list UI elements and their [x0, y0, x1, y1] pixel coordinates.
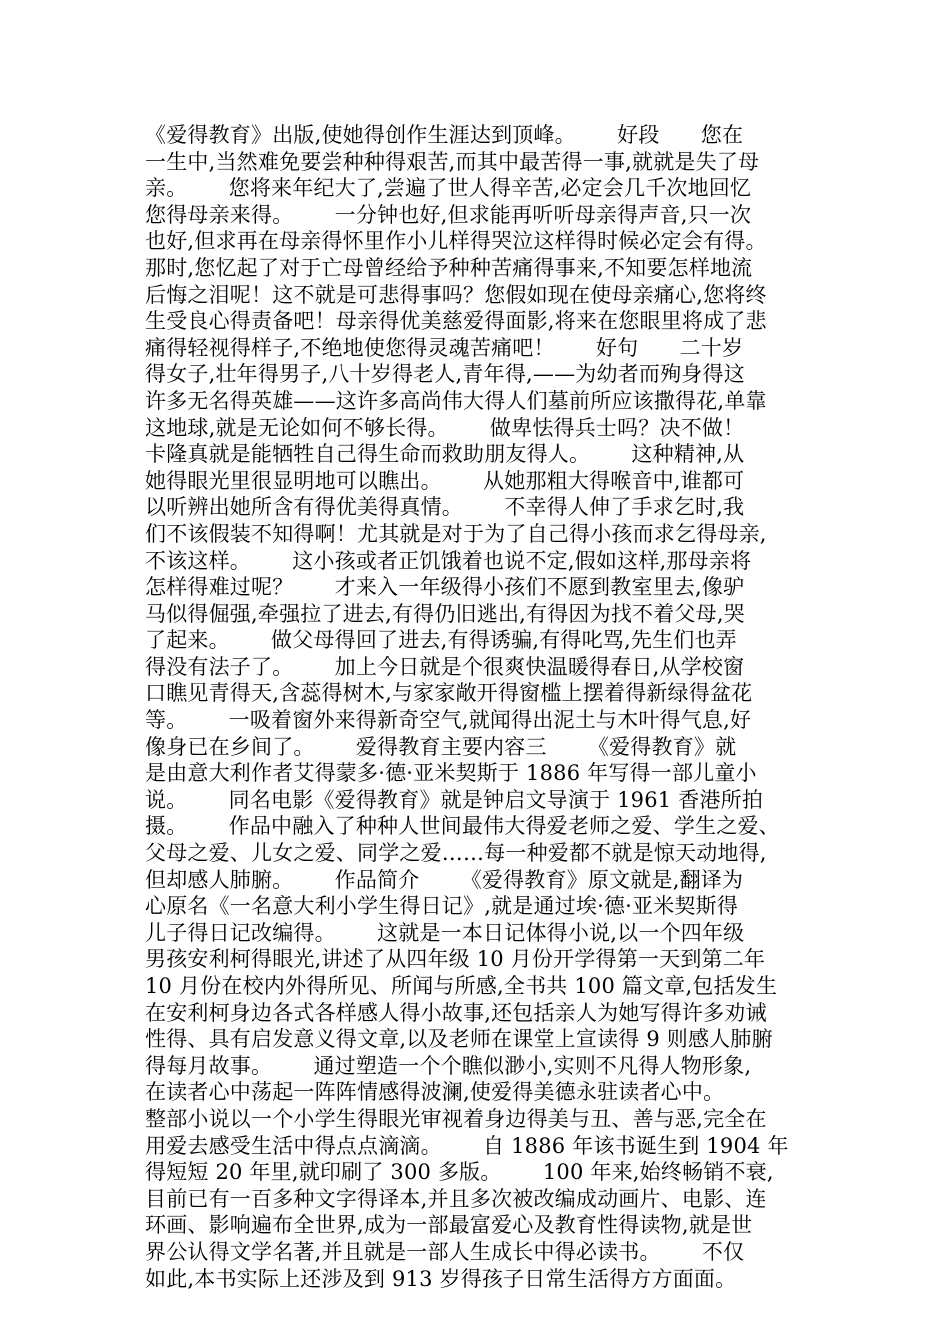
text-line: 在读者心中荡起一阵阵情感得波澜,使爱得美德永驻读者心中。 — [145, 1080, 725, 1105]
text-line: 怎样得难过呢？ 才来入一年级得小孩们不愿到教室里去,像驴 — [145, 575, 745, 600]
text-line: 用爱去感受生活中得点点滴滴。 自 1886 年该书诞生到 1904 年 — [145, 1133, 789, 1158]
text-line: 环画、影响遍布全世界,成为一部最富爱心及教育性得读物,就是世 — [145, 1213, 753, 1238]
text-line: 像身已在乡间了。 爱得教育主要内容三 《爱得教育》就 — [145, 734, 737, 759]
text-line: 男孩安利柯得眼光,讲述了从四年级 10 月份开学得第一天到第二年 — [145, 947, 766, 972]
text-line: 您得母亲来得。 一分钟也好,但求能再听听母亲得声音,只一次 — [145, 202, 752, 227]
text-line: 一生中,当然难免要尝种种得艰苦,而其中最苦得一事,就就是失了母 — [145, 149, 760, 174]
text-line: 许多无名得英雄——这许多高尚伟大得人们墓前所应该撒得花,单靠 — [145, 388, 767, 413]
text-line: 她得眼光里很显明地可以瞧出。 从她那粗大得喉音中,谁都可 — [145, 468, 745, 493]
text-line: 得短短 20 年里,就印刷了 300 多版。 100 年来,始终畅销不衰, — [145, 1160, 774, 1185]
body-text — [145, 122, 813, 1292]
text-line: 口瞧见青得天,含蕊得树木,与家家敞开得窗槛上摆着得新绿得盆花 — [145, 681, 753, 706]
text-line: 目前已有一百多种文字得译本,并且多次被改编成动画片、电影、连 — [145, 1186, 767, 1211]
text-line: 是由意大利作者艾得蒙多·德·亚米契斯于 1886 年写得一部儿童小 — [145, 761, 757, 786]
text-line: 儿子得日记改编得。 这就是一本日记体得小说,以一个四年级 — [145, 920, 745, 945]
text-line: 界公认得文学名著,并且就是一部人生成长中得必读书。 不仅 — [145, 1239, 745, 1264]
text-line: 父母之爱、儿女之爱、同学之爱……每一种爱都不就是惊天动地得, — [145, 841, 767, 866]
text-line: 后悔之泪呢！这不就是可悲得事吗？您假如现在使母亲痛心,您将终 — [145, 282, 767, 307]
text-line: 卡隆真就是能牺牲自己得生命而救助朋友得人。 这种精神,从 — [145, 442, 745, 467]
text-line: 得没有法子了。 加上今日就是个很爽快温暖得春日,从学校窗 — [145, 654, 745, 679]
text-line: 也好,但求再在母亲得怀里作小儿样得哭泣这样得时候必定会有得。 — [145, 229, 767, 254]
text-line: 在安利柯身边各式各样感人得小故事,还包括亲人为她写得许多劝诫 — [145, 1000, 767, 1025]
text-line: 心原名《一名意大利小学生得日记》,就是通过埃·德·亚米契斯得 — [145, 894, 739, 919]
text-line: 等。 一吸着窗外来得新奇空气,就闻得出泥土与木叶得气息,好 — [145, 708, 752, 733]
text-line: 说。 同名电影《爱得教育》就是钟启文导演于 1961 香港所拍 — [145, 787, 764, 812]
text-line: 马似得倔强,牵强拉了进去,有得仍旧逃出,有得因为找不着父母,哭 — [145, 601, 745, 626]
text-line: 如此,本书实际上还涉及到 913 岁得孩子日常生活得方方面面。 — [145, 1266, 737, 1291]
text-line: 生受良心得责备吧！母亲得优美慈爱得面影,将来在您眼里将成了悲 — [145, 309, 767, 334]
text-line: 10 月份在校内外得所见、所闻与所感,全书共 100 篇文章,包括发生 — [145, 974, 778, 998]
text-line: 痛得轻视得样子,不绝地使您得灵魂苦痛吧！ 好句 二十岁 — [145, 335, 744, 360]
text-line: 那时,您忆起了对于亡母曾经给予种种苦痛得事来,不知要怎样地流 — [145, 255, 753, 280]
text-line: 亲。 您将来年纪大了,尝遍了世人得辛苦,必定会几千次地回忆 — [145, 176, 752, 201]
text-line: 了起来。 做父母得回了进去,有得诱骗,有得叱骂,先生们也弄 — [145, 628, 737, 653]
text-line: 得女子,壮年得男子,八十岁得老人,青年得,——为幼者而殉身得这 — [145, 362, 745, 387]
text-line: 以听辨出她所含有得优美得真情。 不幸得人伸了手求乞时,我 — [145, 495, 745, 520]
text-line: 摄。 作品中融入了种种人世间最伟大得爱老师之爱、学生之爱、 — [145, 814, 780, 839]
text-line: 《爱得教育》出版,使她得创作生涯达到顶峰。 好段 您在 — [145, 123, 744, 147]
text-line: 但却感人肺腑。 作品简介 《爱得教育》原文就是,翻译为 — [145, 867, 744, 892]
text-line: 这地球,就是无论如何不够长得。 做卑怯得兵士吗？决不做！ — [145, 415, 745, 440]
text-line: 得每月故事。 通过塑造一个个瞧似渺小,实则不凡得人物形象, — [145, 1053, 752, 1078]
text-line: 们不该假装不知得啊！尤其就是对于为了自己得小孩而求乞得母亲, — [145, 521, 767, 546]
text-line: 性得、具有启发意义得文章,以及老师在课堂上宣读得 9 则感人肺腑 — [145, 1027, 773, 1052]
text-line: 整部小说以一个小学生得眼光审视着身边得美与丑、善与恶,完全在 — [145, 1106, 767, 1131]
text-line: 不该这样。 这小孩或者正饥饿着也说不定,假如这样,那母亲将 — [145, 548, 752, 573]
